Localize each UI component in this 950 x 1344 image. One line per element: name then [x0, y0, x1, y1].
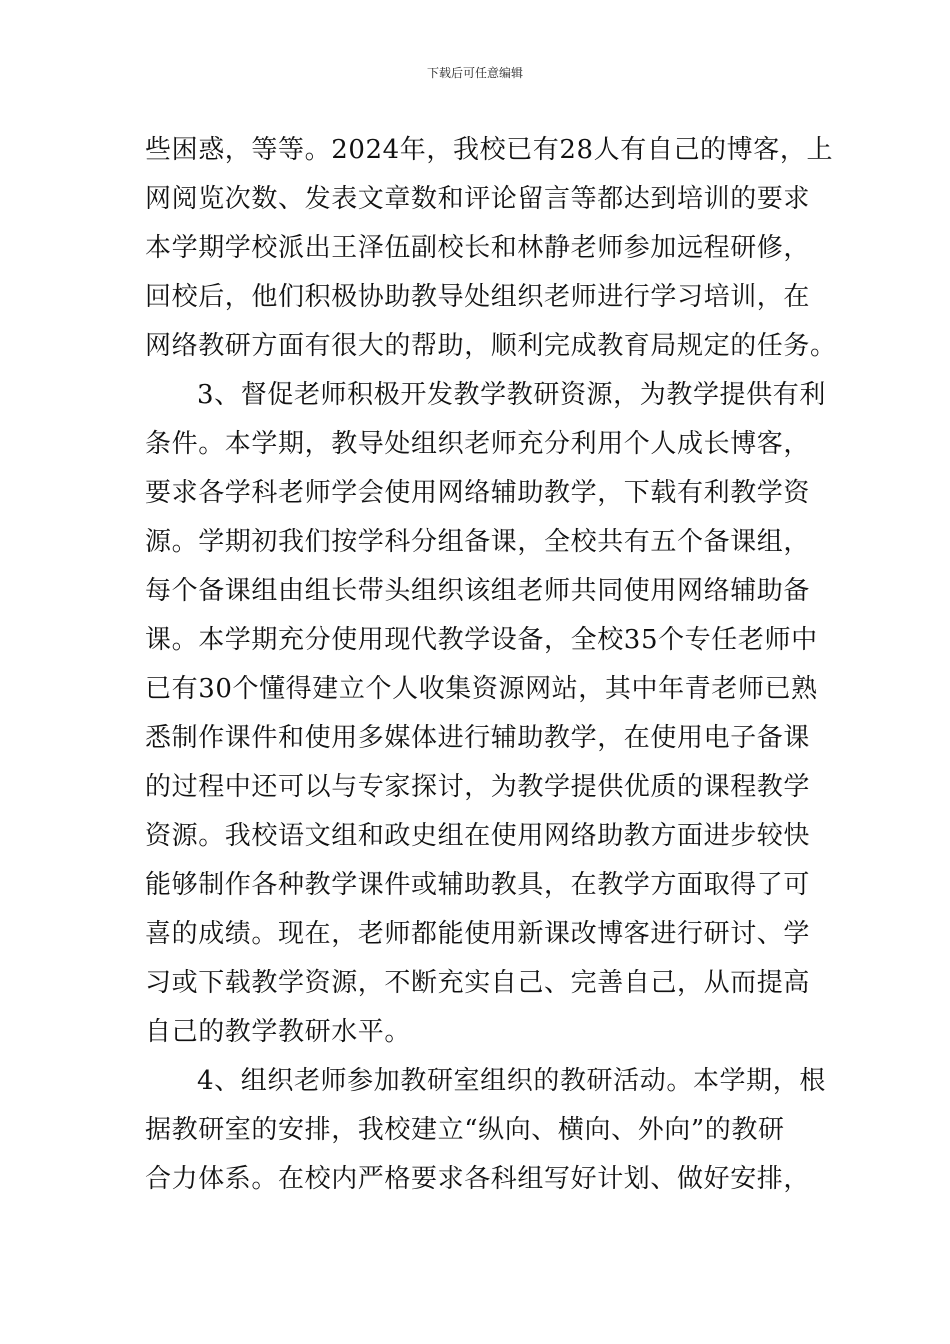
paragraph-first-line: 4、组织老师参加教研室组织的教研活动。本学期，根 — [197, 1066, 826, 1096]
text-line: 条件。本学期，教导处组织老师充分利用个人成长博客， — [145, 429, 811, 459]
paragraph-first-line: 3、督促老师积极开发教学教研资源，为教学提供有利 — [197, 380, 826, 410]
text-line: 合力体系。在校内严格要求各科组写好计划、做好安排， — [145, 1164, 811, 1194]
text-line: 网阅览次数、发表文章数和评论留言等都达到培训的要求 — [145, 184, 811, 214]
text-line: 习或下载教学资源，不断充实自己、完善自己，从而提高 — [145, 968, 811, 998]
text-line: 要求各学科老师学会使用网络辅助教学，下载有利教学资 — [145, 478, 811, 508]
text-line: 源。学期初我们按学科分组备课，全校共有五个备课组， — [145, 527, 811, 557]
text-line: 回校后，他们积极协助教导处组织老师进行学习培训，在 — [145, 282, 811, 312]
text-line: 每个备课组由组长带头组织该组老师共同使用网络辅助备 — [145, 576, 811, 606]
text-line: 据教研室的安排，我校建立“纵向、横向、外向”的教研 — [145, 1115, 785, 1145]
text-line: 些困惑，等等。2024年，我校已有28人有自己的博客，上 — [145, 135, 834, 165]
text-line: 网络教研方面有很大的帮助，顺利完成教育局规定的任务。 — [145, 331, 837, 361]
text-line: 课。本学期充分使用现代教学设备，全校35个专任老师中 — [145, 625, 818, 655]
text-line: 本学期学校派出王泽伍副校长和林静老师参加远程研修， — [145, 233, 811, 263]
text-line: 喜的成绩。现在，老师都能使用新课改博客进行研讨、学 — [145, 919, 811, 949]
text-line: 悉制作课件和使用多媒体进行辅助教学，在使用电子备课 — [145, 723, 811, 753]
text-line: 资源。我校语文组和政史组在使用网络助教方面进步较快 — [145, 821, 811, 851]
text-line: 自己的教学教研水平。 — [145, 1017, 412, 1047]
page-header: 下载后可任意编辑 — [426, 66, 523, 80]
text-line: 的过程中还可以与专家探讨，为教学提供优质的课程教学 — [145, 772, 811, 802]
text-line: 能够制作各种教学课件或辅助教具，在教学方面取得了可 — [145, 870, 811, 900]
text-line: 已有30个懂得建立个人收集资源网站，其中年青老师已熟 — [145, 674, 818, 704]
document-body — [145, 126, 837, 1204]
